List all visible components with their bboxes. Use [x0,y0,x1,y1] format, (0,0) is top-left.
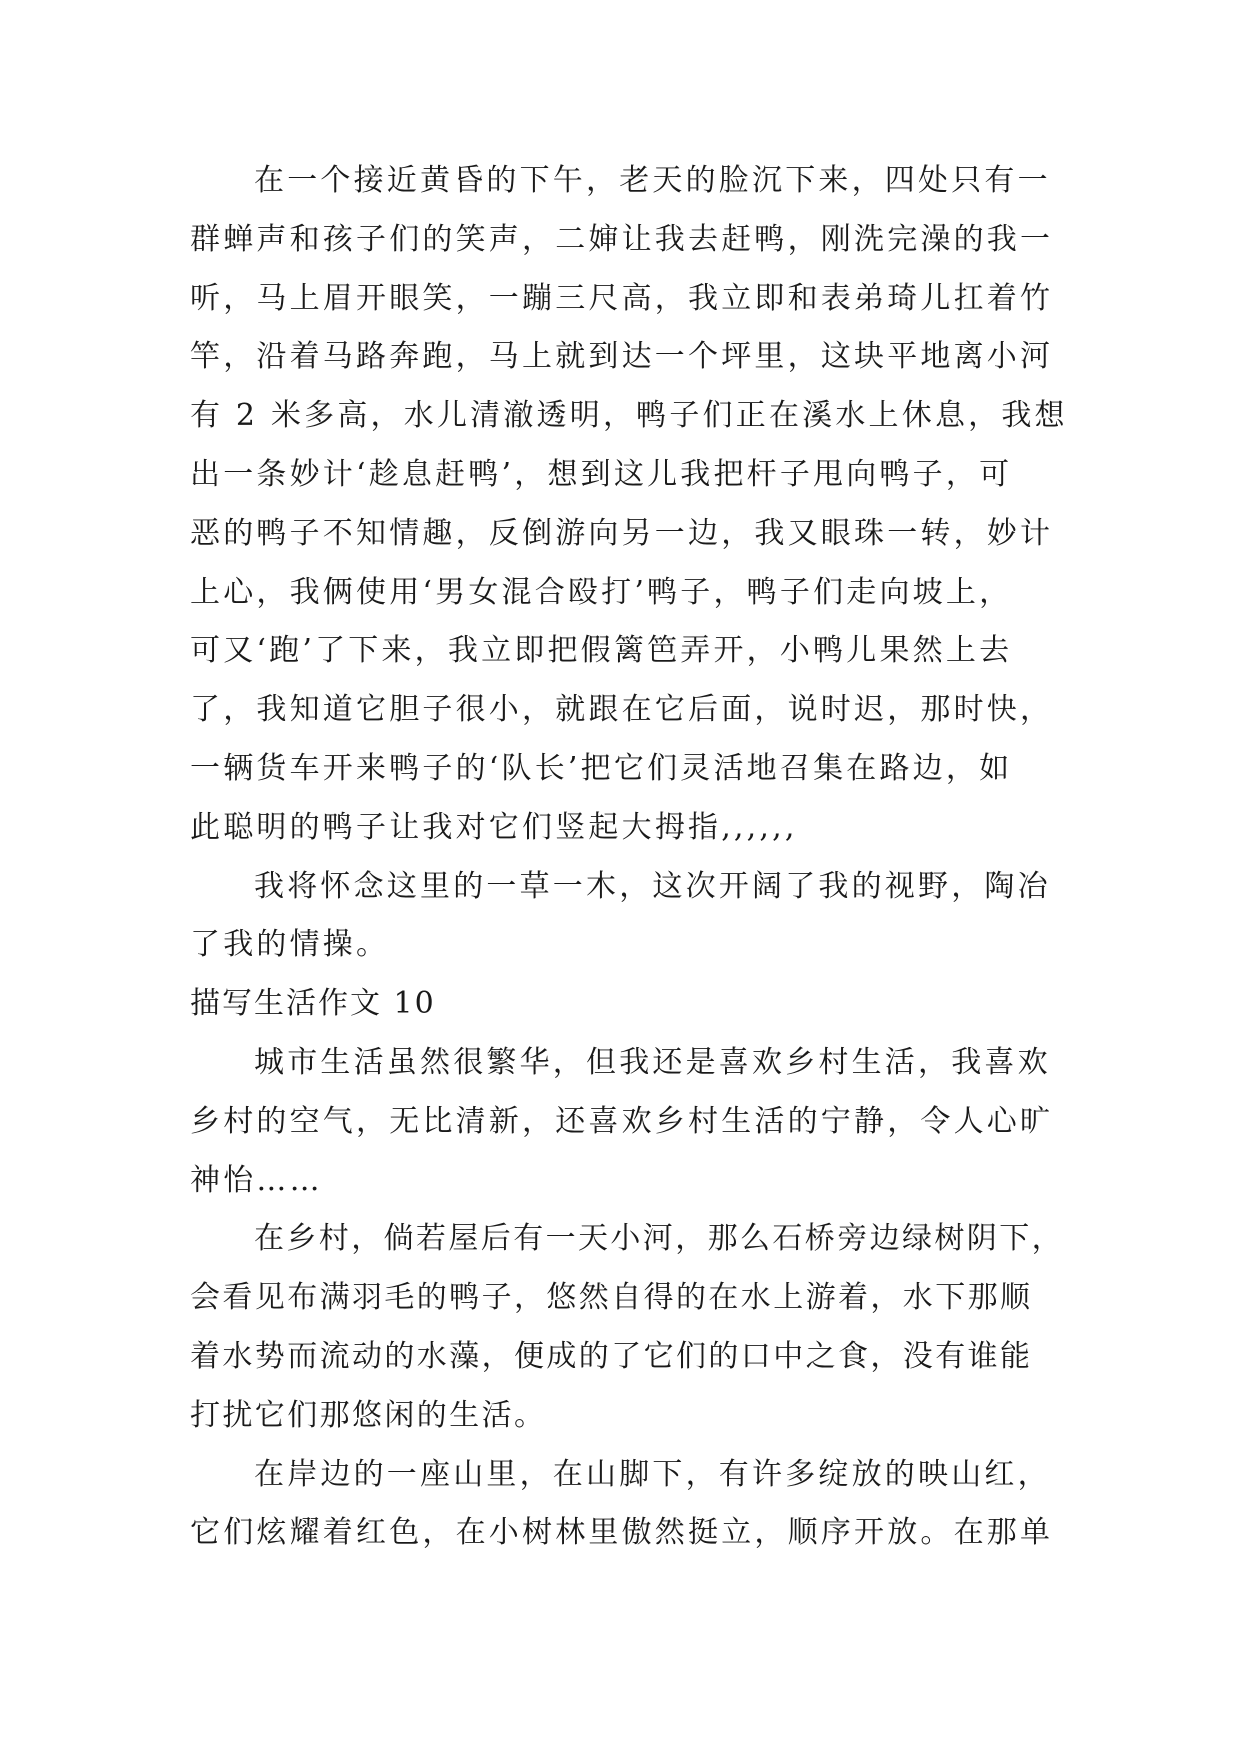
text-line: 了我的情操。 [190,927,390,963]
text-line: 我将怀念这里的一草一木，这次开阔了我的视野，陶冶 [254,868,1051,904]
text-line: 出一条妙计‘趁息赶鸭’，想到这儿我把杆子甩向鸭子，可 [190,456,1013,492]
document-body [190,152,1068,1563]
text-line: 一辆货车开来鸭子的‘队长’把它们灵活地召集在路边，如 [190,750,1013,786]
text-line: 它们炫耀着红色，在小树林里傲然挺立，顺序开放。在那单 [190,1515,1054,1551]
text-line: 群蝉声和孩子们的笑声，二婶让我去赶鸭，刚洗完澡的我一 [190,221,1054,257]
text-line: 有 2 米多高，水儿清澈透明，鸭子们正在溪水上休息，我想 [190,398,1068,434]
text-line: 听，马上眉开眼笑，一蹦三尺高，我立即和表弟琦儿扛着竹 [190,280,1054,316]
text-line: 会看见布满羽毛的鸭子，悠然自得的在水上游着，水下那顺 [190,1280,1033,1316]
text-line: 恶的鸭子不知情趣，反倒游向另一边，我又眼珠一转，妙计 [190,515,1054,551]
paragraph-3 [190,1034,1060,1210]
text-line: 上心，我俩使用‘男女混合殴打’鸭子，鸭子们走向坡上， [190,574,1013,610]
text-line: 在一个接近黄昏的下午，老天的脸沉下来，四处只有一 [254,163,1051,198]
text-line: 在乡村，倘若屋后有一天小河，那么石桥旁边绿树阴下， [254,1221,1064,1257]
text-line: 可又‘跑’了下来，我立即把假篱笆弄开，小鸭儿果然上去 [190,633,1013,669]
paragraph-5 [190,1446,1060,1564]
text-line: 神怡…… [190,1162,323,1198]
paragraph-1 [190,152,1068,858]
text-line: 了，我知道它胆子很小，就跟在它后面，说时迟，那时快， [190,692,1054,728]
paragraph-4 [190,1210,1064,1445]
text-line: 着水势而流动的水藻，便成的了它们的口中之食，没有谁能 [190,1338,1033,1374]
text-line: 在岸边的一座山里，在山脚下，有许多绽放的映山红， [254,1456,1051,1492]
text-line: 城市生活虽然很繁华，但我还是喜欢乡村生活，我喜欢 [254,1044,1051,1080]
text-line: 打扰它们那悠闲的生活。 [190,1397,547,1433]
text-line: 竿，沿着马路奔跑，马上就到达一个坪里，这块平地离小河 [190,339,1054,375]
paragraph-2 [190,858,1060,976]
text-line: 乡村的空气，无比清新，还喜欢乡村生活的宁静，令人心旷 [190,1103,1054,1139]
text-line: 此聪明的鸭子让我对它们竖起大拇指,,,,,, [190,809,798,845]
section-heading: 描写生活作文 10 [190,986,436,1022]
